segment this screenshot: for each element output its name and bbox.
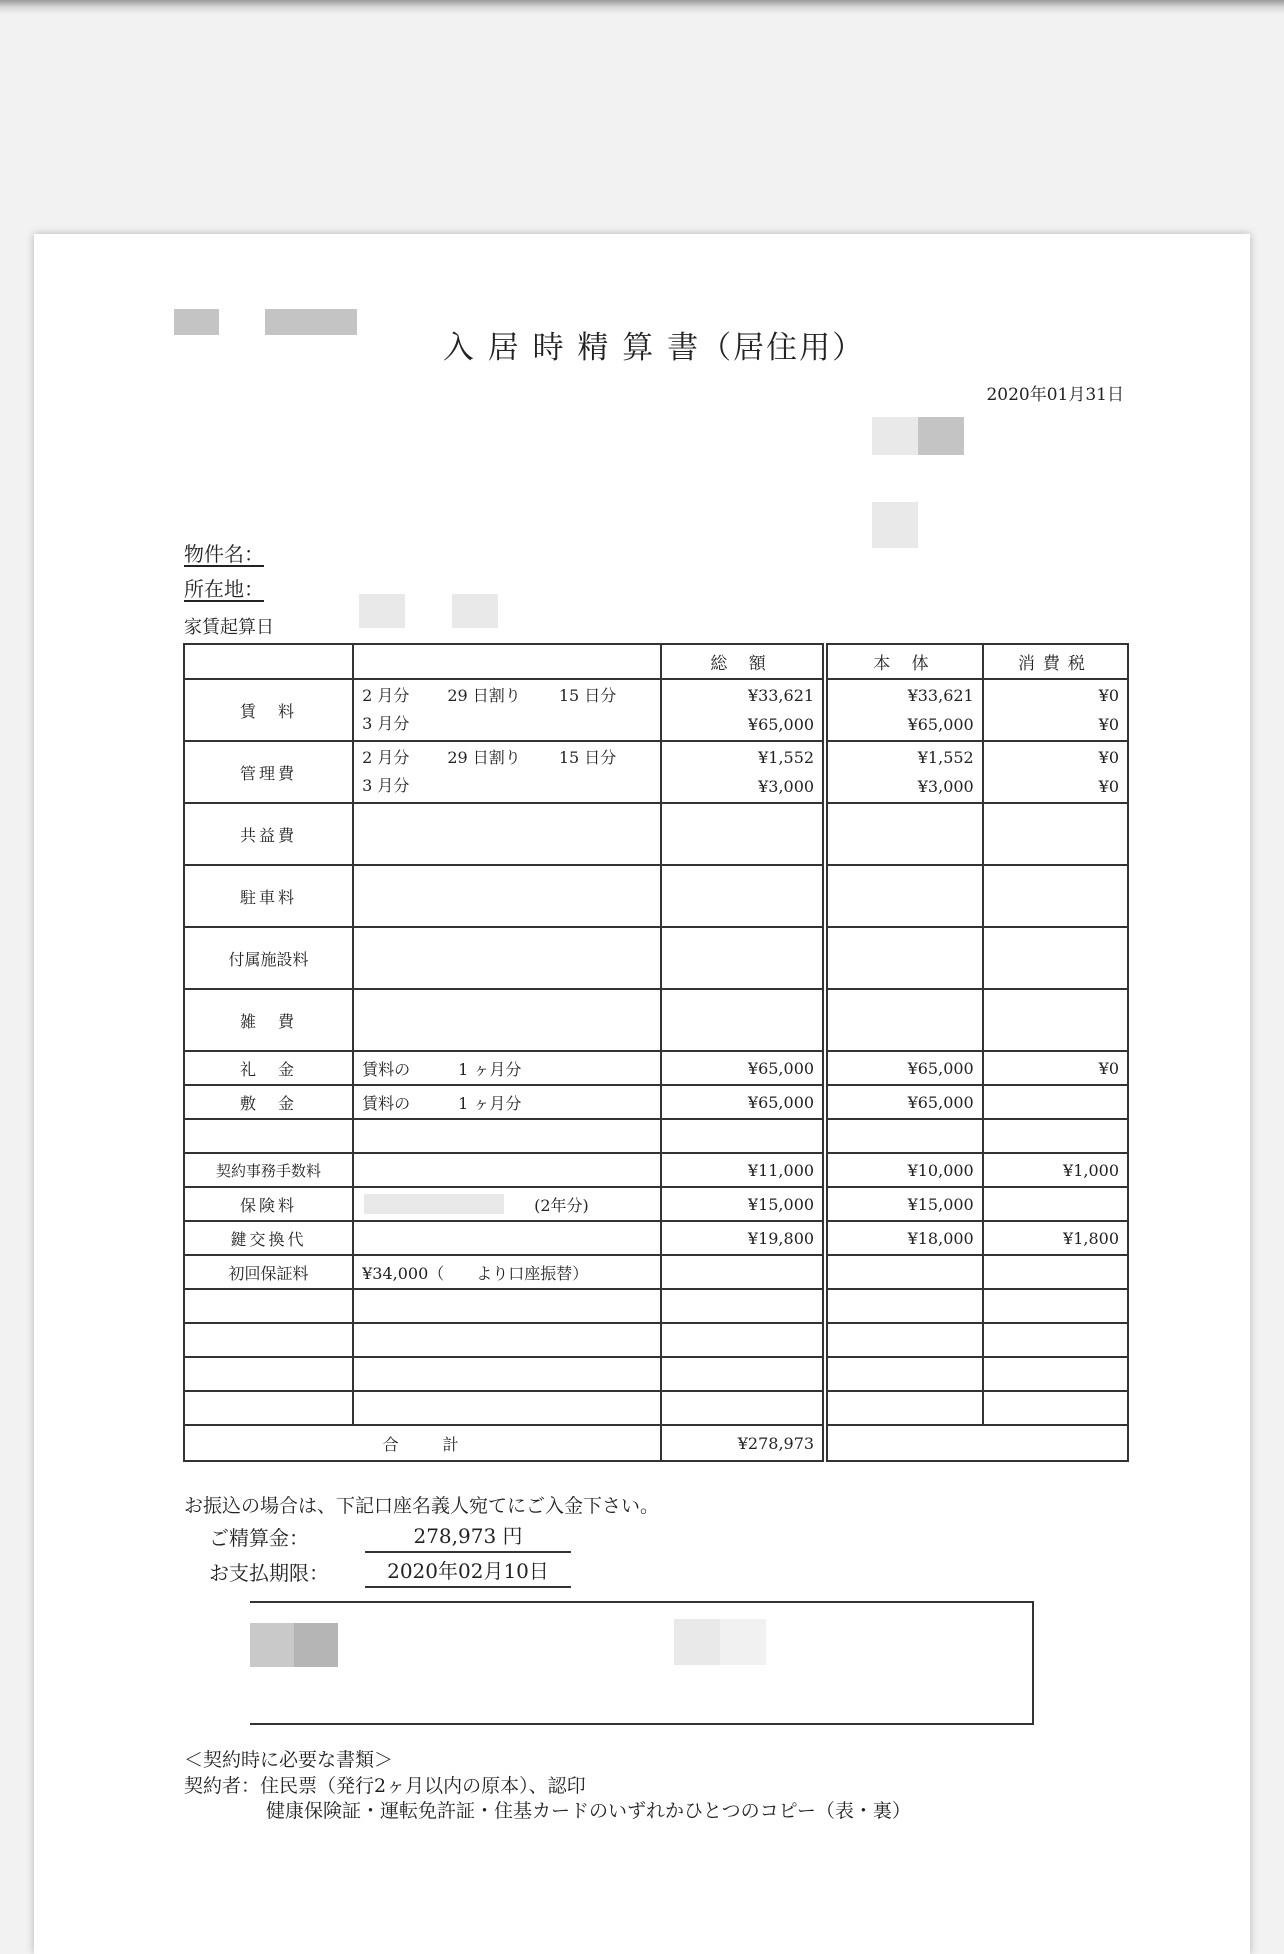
redacted-block [720,1619,766,1665]
bank-account-box [250,1601,1034,1725]
redacted-block [452,594,498,628]
viewer-top-edge [0,0,1284,14]
row-body: ¥1,552 ¥3,000 [825,741,983,803]
desc-part: 2 月分 [362,686,410,705]
required-docs-contractor: 契約者：住民票（発行2ヶ月以内の原本）、認印 [184,1775,586,1797]
document-page [34,234,1250,1954]
row-total: ¥19,800 [661,1221,825,1255]
header-blank [353,644,661,679]
redacted-block [872,417,918,455]
total-label: 合 計 [184,1425,661,1461]
row-body: ¥65,000 [825,1085,983,1119]
document-title: 入 居 時 精 算 書（居住用） [442,330,866,366]
settlement-label: ご精算金： [209,1526,309,1550]
table-row [184,1051,1128,1085]
row-body: ¥65,000 [825,1051,983,1085]
table-row [184,1391,1128,1425]
row-name: 付属施設料 [184,927,353,989]
row-tax: ¥1,800 [983,1221,1128,1255]
row-tax [983,1085,1128,1119]
row-name: 敷 金 [184,1085,353,1119]
table-row [184,865,1128,927]
redacted-block [250,1623,294,1667]
table-row [184,1289,1128,1323]
row-desc [353,1187,661,1221]
rent-start-label: 家賃起算日 [184,617,274,638]
redacted-block [174,309,219,335]
row-tax: ¥0 ¥0 [983,679,1128,741]
table-row [184,741,1128,803]
row-desc [353,1153,661,1187]
desc-part: 15 日分 [558,748,617,767]
row-total: ¥11,000 [661,1153,825,1187]
table-row [184,1085,1128,1119]
row-total: ¥65,000 [661,1051,825,1085]
row-total: ¥33,621 ¥65,000 [661,679,825,741]
table-row [184,1153,1128,1187]
redacted-block [872,502,918,548]
row-desc: 賃料の 1 ヶ月分 [353,1051,661,1085]
table-header-row [184,644,1128,679]
required-docs-heading: ＜契約時に必要な書類＞ [184,1749,394,1771]
row-name: 契約事務手数料 [184,1153,353,1187]
row-name: 駐車料 [184,865,353,927]
desc-part: 29 日割り [447,748,521,767]
redacted-block [265,309,357,335]
table-row [184,679,1128,741]
row-total: ¥65,000 [661,1085,825,1119]
row-name: 初回保証料 [184,1255,353,1289]
issue-date: 2020年01月31日 [986,385,1124,405]
due-date-label: お支払期限： [209,1561,329,1585]
redacted-block [364,1194,504,1214]
due-date-value: 2020年02月10日 [365,1555,571,1588]
table-row [184,803,1128,865]
row-body: ¥18,000 [825,1221,983,1255]
row-name: 雑 費 [184,989,353,1051]
total-row [184,1425,1128,1461]
row-desc [353,741,661,803]
row-tax: ¥1,000 [983,1153,1128,1187]
row-tax [983,1187,1128,1221]
table-row [184,1187,1128,1221]
row-body: ¥15,000 [825,1187,983,1221]
row-name: 保険料 [184,1187,353,1221]
desc-part: 29 日割り [447,686,521,705]
row-desc [353,679,661,741]
desc-part: 3 月分 [362,714,410,733]
row-name: 管理費 [184,741,353,803]
redacted-block [294,1623,338,1667]
row-body: ¥33,621 ¥65,000 [825,679,983,741]
row-total: ¥15,000 [661,1187,825,1221]
property-label: 物件名： [184,542,264,566]
redacted-block [359,594,405,628]
table-row [184,1221,1128,1255]
table-row [184,1357,1128,1391]
desc-part: 15 日分 [558,686,617,705]
row-desc: 賃料の 1 ヶ月分 [353,1085,661,1119]
row-name: 礼 金 [184,1051,353,1085]
table-row [184,1255,1128,1289]
table-row [184,927,1128,989]
row-desc: ¥34,000（ より口座振替） [353,1255,661,1289]
table-row [184,989,1128,1051]
table-row [184,1323,1128,1357]
redacted-block [674,1619,720,1665]
header-tax: 消費税 [983,644,1128,679]
row-name: 賃 料 [184,679,353,741]
header-blank [184,644,353,679]
desc-part: (2年分) [534,1196,589,1215]
row-total: ¥1,552 ¥3,000 [661,741,825,803]
header-total: 総 額 [661,644,825,679]
desc-part: 2 月分 [362,748,410,767]
row-tax: ¥0 [983,1051,1128,1085]
transfer-note: お振込の場合は、下記口座名義人宛てにご入金下さい。 [184,1495,660,1517]
row-body: ¥10,000 [825,1153,983,1187]
total-value: ¥278,973 [661,1425,825,1461]
desc-part: 3 月分 [362,776,410,795]
row-name: 鍵交換代 [184,1221,353,1255]
row-tax: ¥0 ¥0 [983,741,1128,803]
address-label: 所在地： [184,577,264,601]
table-row [184,1119,1128,1153]
settlement-table [183,643,1129,1462]
row-desc [353,1221,661,1255]
total-blank [825,1425,1128,1461]
redacted-block [918,417,964,455]
required-docs-id-copy: 健康保険証・運転免許証・住基カードのいずれかひとつのコピー（表・裏） [266,1800,911,1822]
settlement-value: 278,973 円 [365,1520,571,1553]
row-name: 共益費 [184,803,353,865]
header-body: 本 体 [825,644,983,679]
